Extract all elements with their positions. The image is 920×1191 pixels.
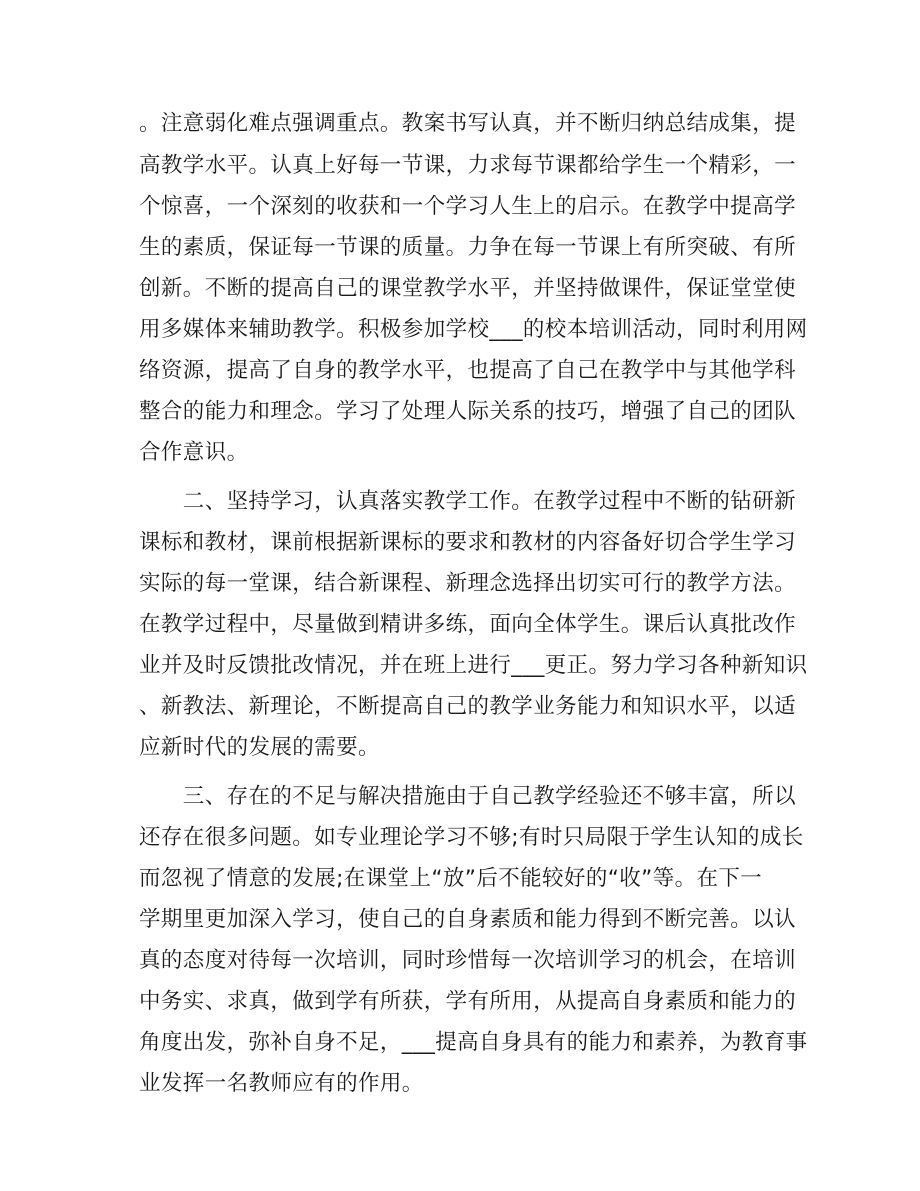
text-line: 角度出发，弥补自身不足，___提高自身具有的能力和素养，为教育事 — [139, 1030, 808, 1055]
text-line: 用多媒体来辅助教学。积极参加学校___的校本培训活动，同时利用网 — [139, 317, 808, 342]
text-line: 真的态度对待每一次培训，同时珍惜每一次培训学习的机会，在培训 — [139, 948, 797, 973]
text-line: 个惊喜，一个深刻的收获和一个学习人生上的启示。在教学中提高学 — [139, 194, 797, 219]
text-line: 在教学过程中，尽量做到精讲多练，面向全体学生。课后认真批改作 — [139, 612, 797, 637]
text-line: 业并及时反馈批改情况，并在班上进行___更正。努力学习各种新知识 — [139, 653, 808, 678]
text-line: 应新时代的发展的需要。 — [139, 735, 380, 760]
text-line: 。注意弱化难点强调重点。教案书写认真，并不断归纳总结成集，提 — [139, 111, 797, 136]
text-line: 生的素质，保证每一节课的质量。力争在每一节课上有所突破、有所 — [139, 235, 797, 260]
text-line: 合作意识。 — [139, 440, 249, 465]
text-line: 中务实、求真，做到学有所获，学有所用，从提高自身素质和能力的 — [139, 989, 797, 1014]
text-line: 创新。不断的提高自己的课堂教学水平，并坚持做课件，保证堂堂使 — [139, 276, 797, 301]
text-line: 整合的能力和理念。学习了处理人际关系的技巧，增强了自己的团队 — [139, 399, 797, 424]
text-line: 高教学水平。认真上好每一节课，力求每节课都给学生一个精彩，一 — [139, 153, 797, 178]
text-line: 而忽视了情意的发展;在课堂上“放”后不能较好的“收”等。在下一 — [139, 866, 763, 891]
text-line: 还存在很多问题。如专业理论学习不够;有时只局限于学生认知的成长 — [139, 825, 804, 850]
text-line: 二、坚持学习，认真落实教学工作。在教学过程中不断的钻研新 — [139, 489, 797, 514]
text-line: 实际的每一堂课，结合新课程、新理念选择出切实可行的教学方法。 — [139, 571, 797, 596]
text-line: 三、存在的不足与解决措施由于自己教学经验还不够丰富，所以 — [139, 784, 797, 809]
text-line: 络资源，提高了自身的教学水平，也提高了自己在教学中与其他学科 — [139, 358, 797, 383]
text-line: 学期里更加深入学习，使自己的自身素质和能力得到不断完善。以认 — [139, 907, 797, 932]
text-line: 业发挥一名教师应有的作用。 — [139, 1071, 424, 1096]
text-line: 、新教法、新理论，不断提高自己的教学业务能力和知识水平，以适 — [139, 694, 797, 719]
text-line: 课标和教材，课前根据新课标的要求和教材的内容备好切合学生学习 — [139, 530, 797, 555]
